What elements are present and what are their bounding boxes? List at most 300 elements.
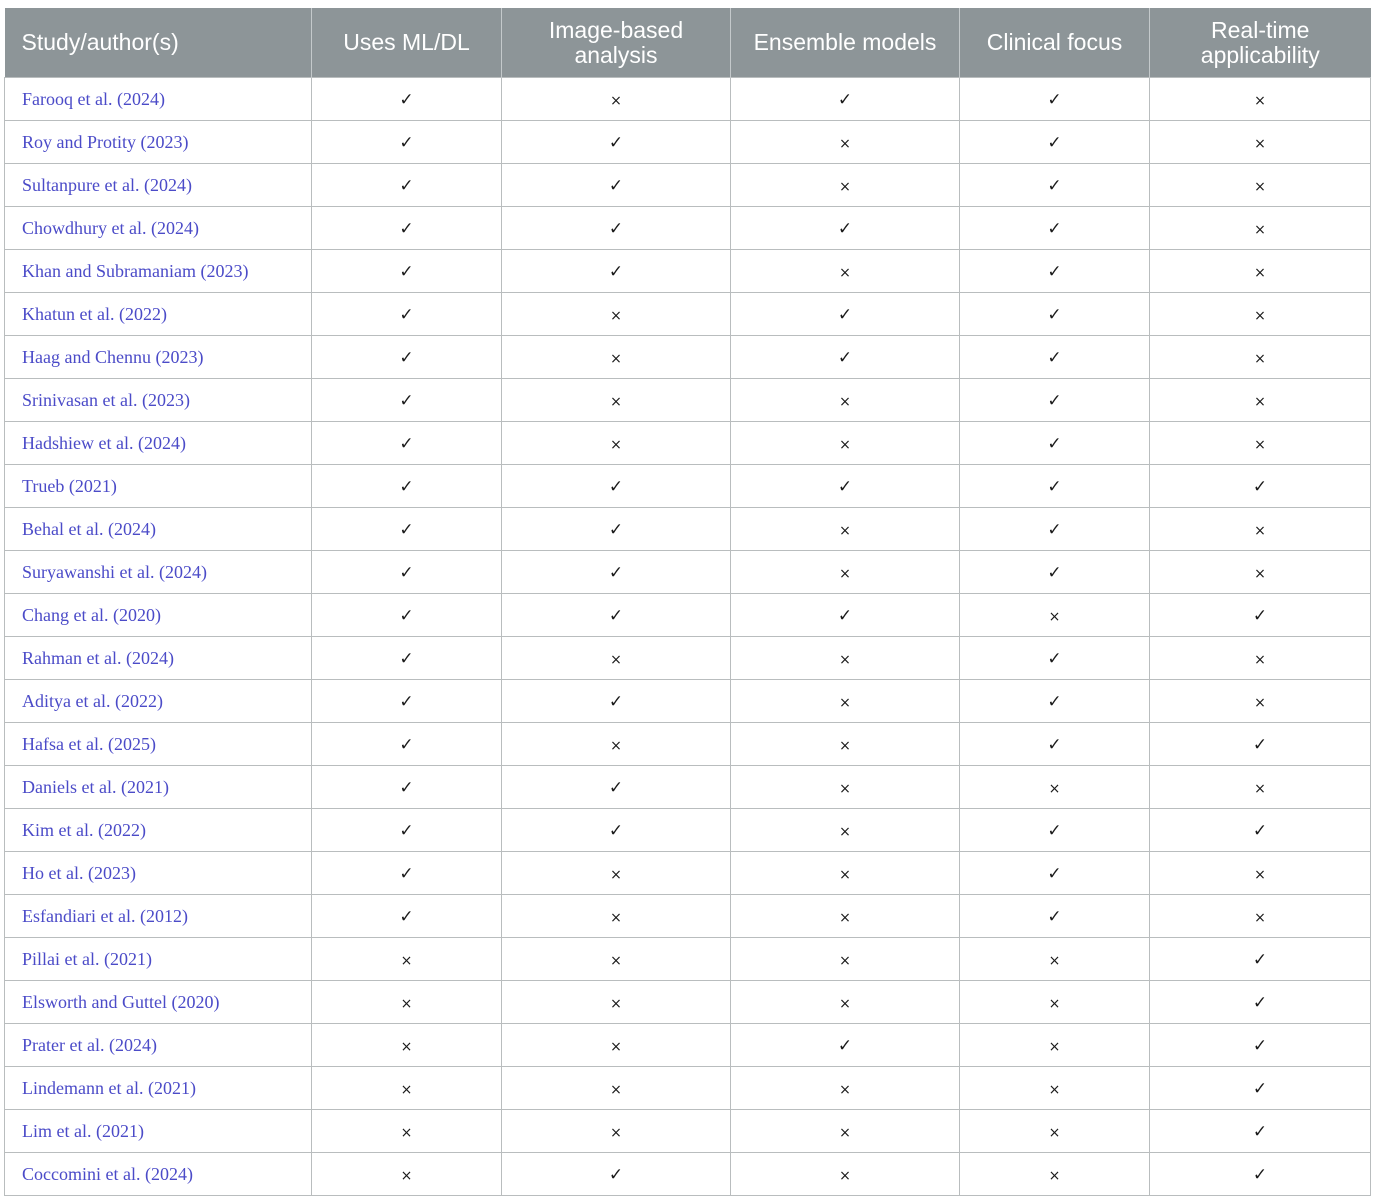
cell-uses-ml-dl <box>312 508 502 551</box>
check-mark-icon: ✓ <box>608 175 624 196</box>
cell-image-based-analysis <box>502 78 731 121</box>
cell-real-time-applicability <box>1150 551 1371 594</box>
cell-image-based-analysis <box>502 207 731 250</box>
study-name-cell: Srinivasan et al. (2023) <box>5 379 312 422</box>
cross-mark-icon: × <box>610 737 622 754</box>
cell-real-time-applicability <box>1150 336 1371 379</box>
check-mark-icon: ✓ <box>837 218 853 239</box>
table-row <box>5 938 1371 981</box>
check-mark-icon: ✓ <box>1252 949 1268 970</box>
cell-ensemble-models <box>731 1110 960 1153</box>
cell-clinical-focus <box>960 852 1150 895</box>
check-mark-icon: ✓ <box>399 562 414 583</box>
cell-clinical-focus <box>960 336 1150 379</box>
cell-image-based-analysis <box>502 250 731 293</box>
table-row <box>5 852 1371 895</box>
table-body <box>5 78 1371 1196</box>
cross-mark-icon: × <box>1254 780 1266 797</box>
cell-image-based-analysis <box>502 594 731 637</box>
cross-mark-icon: × <box>1254 565 1266 582</box>
check-mark-icon: ✓ <box>608 820 624 841</box>
cell-uses-ml-dl <box>312 78 502 121</box>
cell-clinical-focus <box>960 422 1150 465</box>
table-row <box>5 680 1371 723</box>
study-name-cell: Elsworth and Guttel (2020) <box>5 981 312 1024</box>
cell-clinical-focus <box>960 121 1150 164</box>
cross-mark-icon: × <box>1048 1081 1061 1098</box>
cell-clinical-focus <box>960 809 1150 852</box>
cell-uses-ml-dl <box>312 379 502 422</box>
check-mark-icon: ✓ <box>1047 691 1062 712</box>
study-name-cell: Khan and Subramaniam (2023) <box>5 250 312 293</box>
cross-mark-icon: × <box>1048 780 1061 797</box>
check-mark-icon: ✓ <box>399 132 414 153</box>
cross-mark-icon: × <box>839 995 851 1012</box>
cross-mark-icon: × <box>1048 1167 1061 1184</box>
check-mark-icon: ✓ <box>399 347 414 368</box>
cross-mark-icon: × <box>610 866 622 883</box>
check-mark-icon: ✓ <box>1252 476 1268 497</box>
cell-uses-ml-dl <box>312 551 502 594</box>
check-mark-icon: ✓ <box>1047 218 1062 239</box>
table-row <box>5 637 1371 680</box>
table-row <box>5 766 1371 809</box>
cross-mark-icon: × <box>1254 866 1266 883</box>
cell-uses-ml-dl <box>312 938 502 981</box>
check-mark-icon: ✓ <box>399 863 414 884</box>
cell-clinical-focus <box>960 637 1150 680</box>
cross-mark-icon: × <box>839 565 851 582</box>
cross-mark-icon: × <box>610 1124 622 1141</box>
study-name-cell: Trueb (2021) <box>5 465 312 508</box>
check-mark-icon: ✓ <box>1047 476 1062 497</box>
header-clinical-focus: Clinical focus <box>960 8 1150 78</box>
cell-image-based-analysis <box>502 895 731 938</box>
study-name-cell: Roy and Protity (2023) <box>5 121 312 164</box>
cell-image-based-analysis <box>502 121 731 164</box>
cell-clinical-focus <box>960 680 1150 723</box>
cell-real-time-applicability <box>1150 508 1371 551</box>
cell-ensemble-models <box>731 766 960 809</box>
header-real-time-applicability: Real-time applicability <box>1150 8 1371 78</box>
study-name-cell: Farooq et al. (2024) <box>5 78 312 121</box>
cell-ensemble-models <box>731 938 960 981</box>
cross-mark-icon: × <box>1048 1038 1061 1055</box>
cell-clinical-focus <box>960 723 1150 766</box>
cross-mark-icon: × <box>1048 995 1061 1012</box>
check-mark-icon: ✓ <box>608 1164 624 1185</box>
table-row <box>5 207 1371 250</box>
cross-mark-icon: × <box>610 436 622 453</box>
check-mark-icon: ✓ <box>399 304 414 325</box>
cell-ensemble-models <box>731 78 960 121</box>
study-name-cell: Aditya et al. (2022) <box>5 680 312 723</box>
cell-ensemble-models <box>731 508 960 551</box>
cell-clinical-focus <box>960 78 1150 121</box>
cell-ensemble-models <box>731 465 960 508</box>
cross-mark-icon: × <box>400 1038 413 1055</box>
cell-uses-ml-dl <box>312 680 502 723</box>
check-mark-icon: ✓ <box>399 519 414 540</box>
table-row <box>5 379 1371 422</box>
cross-mark-icon: × <box>610 909 622 926</box>
table-row <box>5 1024 1371 1067</box>
study-name-cell: Hadshiew et al. (2024) <box>5 422 312 465</box>
cell-uses-ml-dl <box>312 121 502 164</box>
study-name-cell: Hafsa et al. (2025) <box>5 723 312 766</box>
check-mark-icon: ✓ <box>837 476 853 497</box>
header-ensemble-models: Ensemble models <box>731 8 960 78</box>
cross-mark-icon: × <box>839 952 851 969</box>
table-row <box>5 164 1371 207</box>
cell-image-based-analysis <box>502 637 731 680</box>
cross-mark-icon: × <box>610 651 622 668</box>
cell-uses-ml-dl <box>312 207 502 250</box>
cell-clinical-focus <box>960 895 1150 938</box>
table-row <box>5 465 1371 508</box>
cross-mark-icon: × <box>839 780 851 797</box>
check-mark-icon: ✓ <box>399 476 414 497</box>
cell-uses-ml-dl <box>312 637 502 680</box>
check-mark-icon: ✓ <box>1252 992 1268 1013</box>
cell-ensemble-models <box>731 1024 960 1067</box>
cell-real-time-applicability <box>1150 379 1371 422</box>
cell-real-time-applicability <box>1150 465 1371 508</box>
cell-real-time-applicability <box>1150 852 1371 895</box>
check-mark-icon: ✓ <box>1047 519 1062 540</box>
cell-image-based-analysis <box>502 938 731 981</box>
cell-ensemble-models <box>731 1153 960 1196</box>
study-name-cell: Sultanpure et al. (2024) <box>5 164 312 207</box>
cell-ensemble-models <box>731 164 960 207</box>
cross-mark-icon: × <box>610 307 622 324</box>
cell-clinical-focus <box>960 1110 1150 1153</box>
table-row <box>5 121 1371 164</box>
study-name-cell: Chang et al. (2020) <box>5 594 312 637</box>
cross-mark-icon: × <box>839 522 851 539</box>
cell-real-time-applicability <box>1150 164 1371 207</box>
cell-uses-ml-dl <box>312 422 502 465</box>
cell-real-time-applicability <box>1150 207 1371 250</box>
study-name-cell: Suryawanshi et al. (2024) <box>5 551 312 594</box>
cell-image-based-analysis <box>502 508 731 551</box>
table-header <box>5 8 1371 78</box>
cell-uses-ml-dl <box>312 766 502 809</box>
cross-mark-icon: × <box>1254 393 1266 410</box>
cell-ensemble-models <box>731 422 960 465</box>
cell-ensemble-models <box>731 594 960 637</box>
cell-image-based-analysis <box>502 766 731 809</box>
cell-ensemble-models <box>731 551 960 594</box>
cell-uses-ml-dl <box>312 809 502 852</box>
cell-uses-ml-dl <box>312 293 502 336</box>
cell-ensemble-models <box>731 852 960 895</box>
check-mark-icon: ✓ <box>837 347 853 368</box>
cell-ensemble-models <box>731 207 960 250</box>
table-row <box>5 723 1371 766</box>
cell-ensemble-models <box>731 336 960 379</box>
table-row <box>5 551 1371 594</box>
header-row <box>5 8 1371 78</box>
cell-clinical-focus <box>960 594 1150 637</box>
cell-real-time-applicability <box>1150 981 1371 1024</box>
check-mark-icon: ✓ <box>1252 734 1268 755</box>
cross-mark-icon: × <box>839 694 851 711</box>
check-mark-icon: ✓ <box>1047 132 1062 153</box>
cell-ensemble-models <box>731 121 960 164</box>
cell-uses-ml-dl <box>312 895 502 938</box>
cross-mark-icon: × <box>610 1038 622 1055</box>
cell-ensemble-models <box>731 293 960 336</box>
check-mark-icon: ✓ <box>1047 648 1062 669</box>
cell-uses-ml-dl <box>312 465 502 508</box>
cell-uses-ml-dl <box>312 164 502 207</box>
check-mark-icon: ✓ <box>837 1035 853 1056</box>
check-mark-icon: ✓ <box>1047 390 1062 411</box>
table-row <box>5 250 1371 293</box>
cell-image-based-analysis <box>502 1024 731 1067</box>
cell-uses-ml-dl <box>312 1153 502 1196</box>
cell-image-based-analysis <box>502 981 731 1024</box>
cross-mark-icon: × <box>400 1124 413 1141</box>
cell-image-based-analysis <box>502 422 731 465</box>
cell-real-time-applicability <box>1150 1153 1371 1196</box>
cell-image-based-analysis <box>502 293 731 336</box>
cross-mark-icon: × <box>1254 909 1266 926</box>
cell-image-based-analysis <box>502 852 731 895</box>
cell-real-time-applicability <box>1150 121 1371 164</box>
cross-mark-icon: × <box>839 436 851 453</box>
cell-real-time-applicability <box>1150 723 1371 766</box>
check-mark-icon: ✓ <box>1252 1121 1268 1142</box>
cell-real-time-applicability <box>1150 250 1371 293</box>
cell-real-time-applicability <box>1150 1110 1371 1153</box>
cell-clinical-focus <box>960 164 1150 207</box>
check-mark-icon: ✓ <box>608 261 624 282</box>
check-mark-icon: ✓ <box>608 691 624 712</box>
check-mark-icon: ✓ <box>608 132 624 153</box>
check-mark-icon: ✓ <box>399 175 414 196</box>
check-mark-icon: ✓ <box>608 605 624 626</box>
cell-clinical-focus <box>960 551 1150 594</box>
cross-mark-icon: × <box>1254 651 1266 668</box>
check-mark-icon: ✓ <box>399 691 414 712</box>
study-name-cell: Esfandiari et al. (2012) <box>5 895 312 938</box>
check-mark-icon: ✓ <box>1047 734 1062 755</box>
table-row <box>5 895 1371 938</box>
cross-mark-icon: × <box>839 264 851 281</box>
table-row <box>5 1110 1371 1153</box>
cell-uses-ml-dl <box>312 1110 502 1153</box>
cell-real-time-applicability <box>1150 594 1371 637</box>
cell-real-time-applicability <box>1150 637 1371 680</box>
check-mark-icon: ✓ <box>1252 1035 1268 1056</box>
cell-uses-ml-dl <box>312 723 502 766</box>
cell-image-based-analysis <box>502 1110 731 1153</box>
cell-real-time-applicability <box>1150 766 1371 809</box>
cell-uses-ml-dl <box>312 852 502 895</box>
check-mark-icon: ✓ <box>399 218 414 239</box>
cell-clinical-focus <box>960 465 1150 508</box>
cell-real-time-applicability <box>1150 680 1371 723</box>
cell-uses-ml-dl <box>312 250 502 293</box>
cell-clinical-focus <box>960 508 1150 551</box>
table-row <box>5 981 1371 1024</box>
cell-image-based-analysis <box>502 680 731 723</box>
study-name-cell: Coccomini et al. (2024) <box>5 1153 312 1196</box>
study-name-cell: Kim et al. (2022) <box>5 809 312 852</box>
cell-image-based-analysis <box>502 336 731 379</box>
check-mark-icon: ✓ <box>1047 863 1062 884</box>
cell-real-time-applicability <box>1150 78 1371 121</box>
study-name-cell: Pillai et al. (2021) <box>5 938 312 981</box>
cell-clinical-focus <box>960 1153 1150 1196</box>
cell-image-based-analysis <box>502 465 731 508</box>
study-name-cell: Behal et al. (2024) <box>5 508 312 551</box>
table-row <box>5 1067 1371 1110</box>
table-row <box>5 1153 1371 1196</box>
cross-mark-icon: × <box>839 737 851 754</box>
cross-mark-icon: × <box>1254 264 1266 281</box>
check-mark-icon: ✓ <box>399 734 414 755</box>
cell-real-time-applicability <box>1150 422 1371 465</box>
cell-image-based-analysis <box>502 379 731 422</box>
cell-real-time-applicability <box>1150 1024 1371 1067</box>
cell-real-time-applicability <box>1150 293 1371 336</box>
cross-mark-icon: × <box>839 823 851 840</box>
cell-uses-ml-dl <box>312 1067 502 1110</box>
cross-mark-icon: × <box>1254 307 1266 324</box>
cross-mark-icon: × <box>839 178 851 195</box>
check-mark-icon: ✓ <box>399 390 414 411</box>
cell-uses-ml-dl <box>312 1024 502 1067</box>
cell-ensemble-models <box>731 1067 960 1110</box>
study-name-cell: Lim et al. (2021) <box>5 1110 312 1153</box>
cross-mark-icon: × <box>839 651 851 668</box>
cross-mark-icon: × <box>1254 522 1266 539</box>
cross-mark-icon: × <box>610 393 622 410</box>
cross-mark-icon: × <box>610 995 622 1012</box>
study-name-cell: Prater et al. (2024) <box>5 1024 312 1067</box>
check-mark-icon: ✓ <box>399 605 414 626</box>
cell-real-time-applicability <box>1150 895 1371 938</box>
cell-clinical-focus <box>960 981 1150 1024</box>
cross-mark-icon: × <box>1254 221 1266 238</box>
table-row <box>5 508 1371 551</box>
study-name-cell: Chowdhury et al. (2024) <box>5 207 312 250</box>
cross-mark-icon: × <box>839 1167 851 1184</box>
header-uses-ml-dl: Uses ML/DL <box>312 8 502 78</box>
check-mark-icon: ✓ <box>399 777 414 798</box>
cross-mark-icon: × <box>610 952 622 969</box>
cross-mark-icon: × <box>1254 436 1266 453</box>
cross-mark-icon: × <box>400 1081 413 1098</box>
check-mark-icon: ✓ <box>1252 605 1268 626</box>
cross-mark-icon: × <box>1048 952 1061 969</box>
check-mark-icon: ✓ <box>608 476 624 497</box>
cell-real-time-applicability <box>1150 1067 1371 1110</box>
cell-uses-ml-dl <box>312 336 502 379</box>
cross-mark-icon: × <box>1048 1124 1061 1141</box>
check-mark-icon: ✓ <box>1252 1164 1268 1185</box>
check-mark-icon: ✓ <box>1047 304 1062 325</box>
cross-mark-icon: × <box>400 995 413 1012</box>
cell-ensemble-models <box>731 809 960 852</box>
check-mark-icon: ✓ <box>1047 433 1062 454</box>
cell-clinical-focus <box>960 1067 1150 1110</box>
cell-ensemble-models <box>731 680 960 723</box>
cell-image-based-analysis <box>502 1067 731 1110</box>
cross-mark-icon: × <box>1254 350 1266 367</box>
cell-clinical-focus <box>960 766 1150 809</box>
cross-mark-icon: × <box>839 866 851 883</box>
study-name-cell: Haag and Chennu (2023) <box>5 336 312 379</box>
check-mark-icon: ✓ <box>1252 1078 1268 1099</box>
check-mark-icon: ✓ <box>399 906 414 927</box>
table-row <box>5 336 1371 379</box>
cross-mark-icon: × <box>610 350 622 367</box>
check-mark-icon: ✓ <box>399 648 414 669</box>
cross-mark-icon: × <box>839 909 851 926</box>
cell-image-based-analysis <box>502 164 731 207</box>
cell-image-based-analysis <box>502 723 731 766</box>
cross-mark-icon: × <box>1048 608 1061 625</box>
check-mark-icon: ✓ <box>837 89 853 110</box>
cell-clinical-focus <box>960 293 1150 336</box>
cell-ensemble-models <box>731 723 960 766</box>
study-name-cell: Ho et al. (2023) <box>5 852 312 895</box>
check-mark-icon: ✓ <box>608 777 624 798</box>
study-name-cell: Daniels et al. (2021) <box>5 766 312 809</box>
check-mark-icon: ✓ <box>399 261 414 282</box>
cross-mark-icon: × <box>610 92 622 109</box>
cross-mark-icon: × <box>1254 92 1266 109</box>
cell-ensemble-models <box>731 379 960 422</box>
check-mark-icon: ✓ <box>399 89 414 110</box>
check-mark-icon: ✓ <box>1047 261 1062 282</box>
study-name-cell: Khatun et al. (2022) <box>5 293 312 336</box>
cross-mark-icon: × <box>839 135 851 152</box>
check-mark-icon: ✓ <box>608 519 624 540</box>
cell-uses-ml-dl <box>312 981 502 1024</box>
cell-real-time-applicability <box>1150 809 1371 852</box>
check-mark-icon: ✓ <box>1047 175 1062 196</box>
table-row <box>5 422 1371 465</box>
cell-clinical-focus <box>960 250 1150 293</box>
cross-mark-icon: × <box>400 952 413 969</box>
table-row <box>5 809 1371 852</box>
cross-mark-icon: × <box>400 1167 413 1184</box>
table-row <box>5 293 1371 336</box>
cross-mark-icon: × <box>839 393 851 410</box>
cell-ensemble-models <box>731 981 960 1024</box>
cell-ensemble-models <box>731 637 960 680</box>
comparison-table <box>4 8 1371 1196</box>
cell-image-based-analysis <box>502 809 731 852</box>
cross-mark-icon: × <box>610 1081 622 1098</box>
cross-mark-icon: × <box>1254 135 1266 152</box>
cell-ensemble-models <box>731 250 960 293</box>
cell-clinical-focus <box>960 938 1150 981</box>
study-name-cell: Lindemann et al. (2021) <box>5 1067 312 1110</box>
cell-image-based-analysis <box>502 551 731 594</box>
check-mark-icon: ✓ <box>608 218 624 239</box>
table-row <box>5 594 1371 637</box>
cell-real-time-applicability <box>1150 938 1371 981</box>
cross-mark-icon: × <box>839 1124 851 1141</box>
cell-clinical-focus <box>960 1024 1150 1067</box>
cell-clinical-focus <box>960 207 1150 250</box>
